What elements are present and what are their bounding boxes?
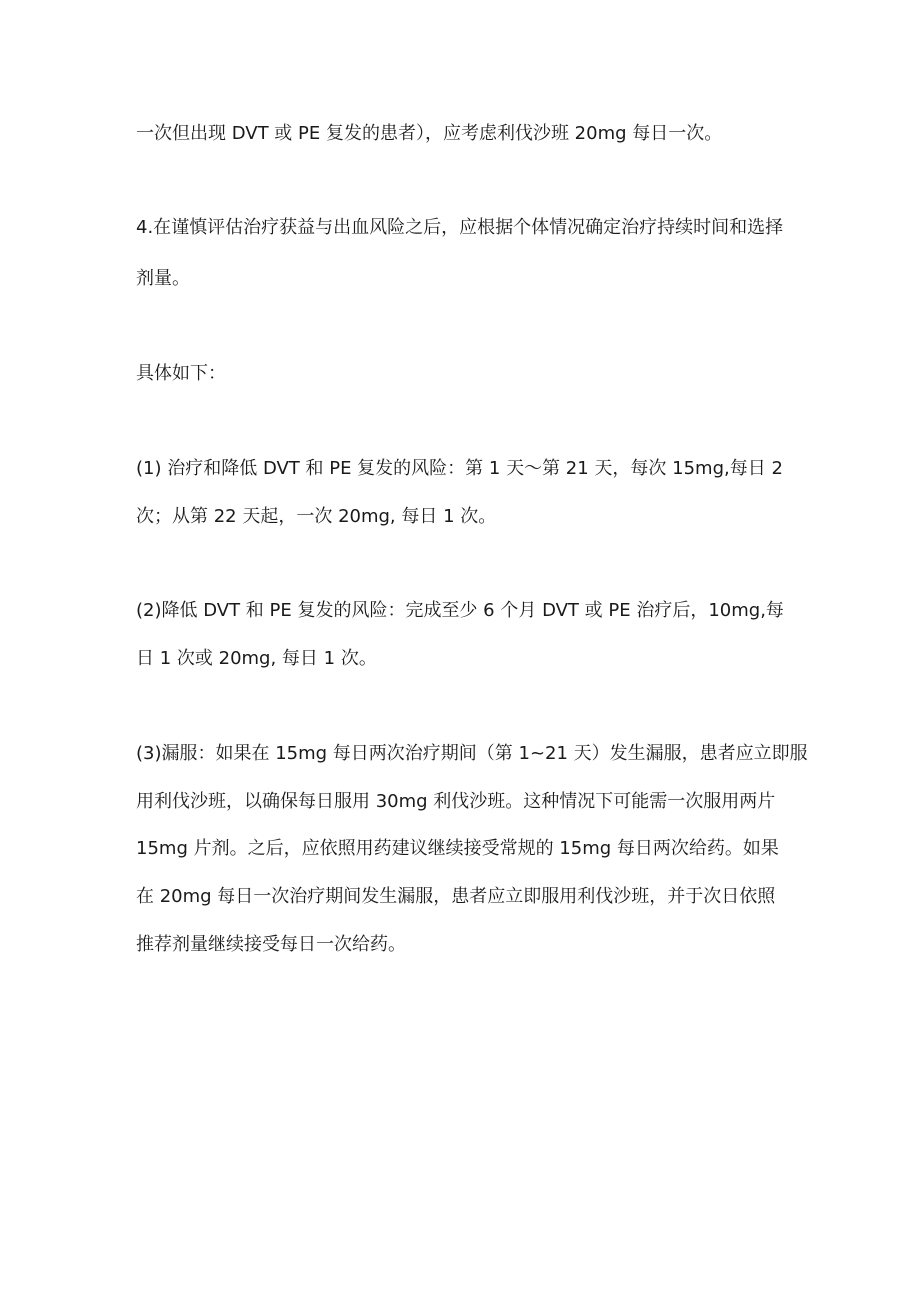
- text-line: 剂量。: [136, 268, 190, 289]
- text-line: 具体如下：: [136, 363, 226, 384]
- text-line: 在 20mg 每日一次治疗期间发生漏服，患者应立即服用利伐沙班，并于次日依照: [136, 886, 776, 907]
- text-line: 推荐剂量继续接受每日一次给药。: [136, 934, 406, 955]
- text-line: 15mg 片剂。之后，应依照用药建议继续接受常规的 15mg 每日两次给药。如果: [136, 838, 779, 859]
- text-line: 一次但出现 DVT 或 PE 复发的患者），应考虑利伐沙班 20mg 每日一次。: [136, 123, 723, 144]
- text-line: 用利伐沙班，以确保每日服用 30mg 利伐沙班。这种情况下可能需一次服用两片: [136, 791, 776, 812]
- text-line: (3)漏服：如果在 15mg 每日两次治疗期间（第 1~21 天）发生漏服，患者应立即服: [136, 743, 808, 764]
- text-line: 日 1 次或 20mg, 每日 1 次。: [136, 648, 377, 669]
- text-line: (1) 治疗和降低 DVT 和 PE 复发的风险：第 1 天～第 21 天，每次 15mg,每日 2: [136, 458, 783, 479]
- text-line: (2)降低 DVT 和 PE 复发的风险：完成至少 6 个月 DVT 或 PE 治疗后，10mg,每: [136, 600, 784, 621]
- text-line: 4.在谨慎评估治疗获益与出血风险之后，应根据个体情况确定治疗持续时间和选择: [136, 217, 784, 238]
- text-line: 次；从第 22 天起，一次 20mg, 每日 1 次。: [136, 506, 497, 527]
